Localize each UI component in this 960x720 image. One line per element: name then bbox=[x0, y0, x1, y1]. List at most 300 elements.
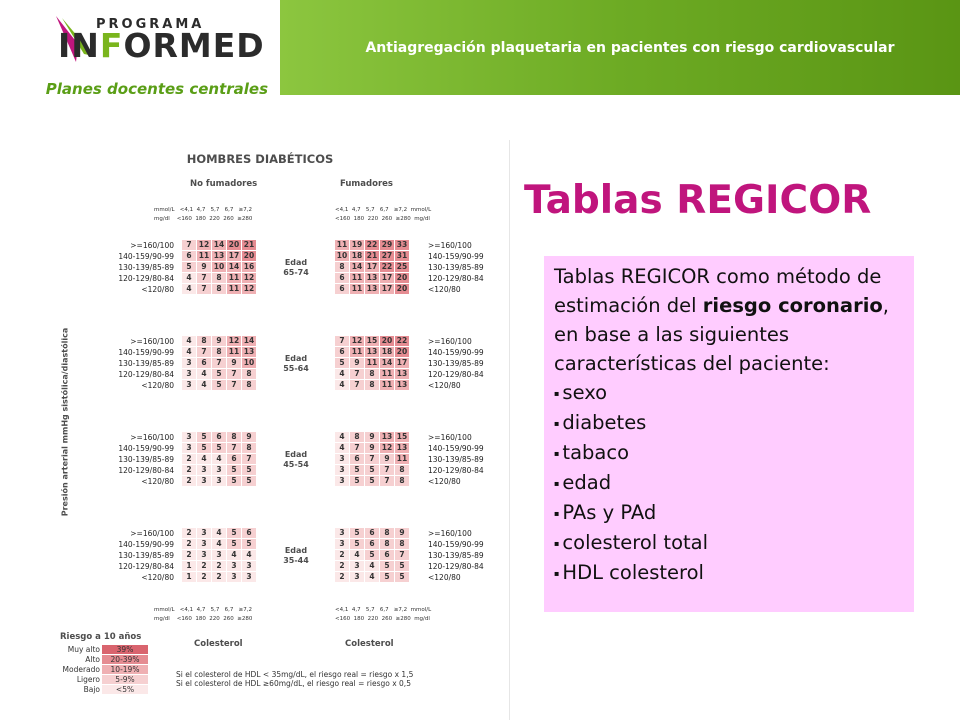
risk-cell: 13 bbox=[396, 369, 408, 378]
risk-cell: 5 bbox=[395, 572, 409, 582]
risk-cell: 8 bbox=[242, 443, 256, 453]
risk-cell: 7 bbox=[350, 380, 364, 390]
bp-row-label: >=160/100 bbox=[130, 529, 174, 538]
age-group-label: Edad 35-44 bbox=[283, 546, 309, 565]
risk-cell: 6 bbox=[365, 528, 379, 538]
legend-item: Ligero 5-9% bbox=[60, 674, 148, 684]
risk-cell: 2 bbox=[182, 528, 196, 538]
risk-cell: 5 bbox=[242, 465, 256, 475]
risk-cell: 5 bbox=[182, 262, 196, 272]
risk-cell: 7 bbox=[182, 240, 196, 250]
risk-cell: 3 bbox=[212, 476, 226, 486]
bp-row-label: 120-129/80-84 bbox=[118, 274, 174, 283]
bp-row-labels-right bbox=[428, 240, 492, 295]
risk-cell: 5 bbox=[350, 528, 364, 538]
risk-cell: 13 bbox=[243, 347, 255, 356]
risk-cell: 5 bbox=[395, 561, 409, 571]
risk-cell: 4 bbox=[212, 539, 226, 549]
risk-cell: 7 bbox=[197, 284, 211, 294]
risk-cell: 20 bbox=[396, 273, 408, 282]
risk-cell: 5 bbox=[350, 476, 364, 486]
risk-cell: 21 bbox=[366, 251, 378, 260]
bp-row-label: <120/80 bbox=[141, 573, 174, 582]
risk-cell: 10 bbox=[336, 251, 348, 260]
risk-grid-non-smokers bbox=[182, 432, 256, 486]
risk-cell: 6 bbox=[197, 358, 211, 368]
cholesterol-label-right: Colesterol bbox=[345, 639, 394, 649]
risk-cell: 5 bbox=[212, 369, 226, 379]
bullet-item: ▪ tabaco bbox=[554, 438, 904, 468]
risk-cell: 10 bbox=[213, 262, 225, 271]
risk-cell: 11 bbox=[351, 284, 363, 293]
risk-cell: 7 bbox=[335, 336, 349, 346]
risk-cell: 2 bbox=[182, 550, 196, 560]
risk-cell: 22 bbox=[366, 240, 378, 249]
risk-cell: 7 bbox=[197, 273, 211, 283]
risk-cell: 25 bbox=[396, 262, 408, 271]
risk-cell: 3 bbox=[197, 550, 211, 560]
risk-cell: 7 bbox=[365, 454, 379, 464]
bp-row-label: 140-159/90-99 bbox=[428, 348, 484, 357]
risk-cell: 7 bbox=[395, 550, 409, 560]
risk-cell: 3 bbox=[212, 465, 226, 475]
risk-cell: 4 bbox=[182, 284, 196, 294]
risk-cell: 14 bbox=[228, 262, 240, 271]
bp-row-label: 130-139/85-89 bbox=[118, 263, 174, 272]
risk-cell: 3 bbox=[227, 572, 241, 582]
bp-row-label: <120/80 bbox=[428, 573, 461, 582]
legend-title: Riesgo a 10 años bbox=[60, 632, 142, 642]
bp-row-label: 120-129/80-84 bbox=[118, 466, 174, 475]
risk-cell: 7 bbox=[197, 347, 211, 357]
risk-cell: 3 bbox=[335, 476, 349, 486]
risk-cell: 3 bbox=[197, 539, 211, 549]
bp-row-label: >=160/100 bbox=[428, 529, 472, 538]
risk-cell: 13 bbox=[396, 380, 408, 389]
risk-cell: 13 bbox=[396, 443, 408, 452]
risk-cell: 13 bbox=[213, 251, 225, 260]
risk-cell: 17 bbox=[396, 358, 408, 367]
risk-cell: 12 bbox=[228, 336, 240, 345]
bullet-item: ▪ sexo bbox=[554, 378, 904, 408]
bp-row-label: 140-159/90-99 bbox=[428, 540, 484, 549]
risk-cell: 5 bbox=[380, 561, 394, 571]
risk-cell: 8 bbox=[380, 539, 394, 549]
bp-row-label: >=160/100 bbox=[130, 337, 174, 346]
column-head-non-smokers: No fumadores bbox=[190, 179, 258, 189]
risk-cell: 17 bbox=[381, 284, 393, 293]
risk-cell: 6 bbox=[242, 528, 256, 538]
risk-grid-non-smokers bbox=[182, 240, 256, 294]
risk-cell: 7 bbox=[227, 443, 241, 453]
risk-cell: 5 bbox=[197, 443, 211, 453]
risk-cell: 5 bbox=[227, 528, 241, 538]
risk-cell: 22 bbox=[381, 262, 393, 271]
risk-cell: 3 bbox=[197, 528, 211, 538]
bp-row-label: <120/80 bbox=[428, 381, 461, 390]
bp-row-label: 130-139/85-89 bbox=[118, 455, 174, 464]
risk-cell: 5 bbox=[350, 465, 364, 475]
risk-cell: 9 bbox=[242, 432, 256, 442]
risk-cell: 18 bbox=[381, 347, 393, 356]
bp-row-labels-left bbox=[118, 240, 174, 295]
risk-cell: 31 bbox=[396, 251, 408, 260]
risk-cell: 17 bbox=[366, 262, 378, 271]
bp-row-labels-right bbox=[428, 336, 492, 391]
risk-cell: 8 bbox=[350, 432, 364, 442]
bp-row-label: >=160/100 bbox=[428, 433, 472, 442]
regicor-table-figure bbox=[58, 142, 510, 712]
risk-cell: 12 bbox=[198, 240, 210, 249]
bp-row-labels-right bbox=[428, 432, 492, 487]
risk-cell: 6 bbox=[227, 454, 241, 464]
risk-grid-smokers bbox=[335, 432, 409, 486]
risk-cell: 9 bbox=[227, 358, 241, 368]
risk-cell: 11 bbox=[366, 358, 378, 367]
risk-cell: 8 bbox=[395, 539, 409, 549]
risk-cell: 6 bbox=[335, 284, 349, 294]
risk-cell: 11 bbox=[228, 284, 240, 293]
risk-cell: 4 bbox=[335, 432, 349, 442]
risk-cell: 4 bbox=[365, 561, 379, 571]
risk-cell: 10 bbox=[243, 358, 255, 367]
risk-cell: 2 bbox=[335, 572, 349, 582]
risk-cell: 33 bbox=[396, 240, 408, 249]
risk-cell: 1 bbox=[182, 561, 196, 571]
risk-cell: 6 bbox=[365, 539, 379, 549]
risk-cell: 11 bbox=[381, 369, 393, 378]
bp-row-label: >=160/100 bbox=[130, 433, 174, 442]
risk-cell: 20 bbox=[396, 284, 408, 293]
risk-cell: 15 bbox=[366, 336, 378, 345]
risk-cell: 5 bbox=[212, 380, 226, 390]
risk-cell: 8 bbox=[335, 262, 349, 272]
risk-grid-smokers bbox=[335, 528, 409, 582]
bp-row-label: 120-129/80-84 bbox=[428, 466, 484, 475]
risk-cell: 8 bbox=[212, 284, 226, 294]
risk-cell: 12 bbox=[243, 273, 255, 282]
bp-row-labels-left bbox=[118, 336, 174, 391]
age-group-label: Edad 55-64 bbox=[283, 354, 309, 373]
risk-cell: 2 bbox=[335, 550, 349, 560]
risk-cell: 3 bbox=[335, 539, 349, 549]
figure-title: HOMBRES DIABÉTICOS bbox=[186, 152, 334, 166]
intro-text: Tablas REGICOR como método de estimación del riesgo coronario, en base a las siguientes características del paciente: bbox=[554, 265, 889, 375]
risk-cell: 3 bbox=[182, 443, 196, 453]
risk-cell: 3 bbox=[335, 528, 349, 538]
risk-cell: 5 bbox=[212, 443, 226, 453]
risk-cell: 8 bbox=[365, 369, 379, 379]
bullet-item: ▪ edad bbox=[554, 468, 904, 498]
bp-row-label: <120/80 bbox=[428, 477, 461, 486]
risk-cell: 3 bbox=[182, 358, 196, 368]
risk-cell: 7 bbox=[350, 443, 364, 453]
bp-row-label: 130-139/85-89 bbox=[428, 455, 484, 464]
risk-cell: 3 bbox=[182, 369, 196, 379]
risk-cell: 4 bbox=[212, 528, 226, 538]
risk-cell: 4 bbox=[197, 369, 211, 379]
age-group-label: Edad 45-54 bbox=[283, 450, 309, 469]
risk-cell: 20 bbox=[381, 336, 393, 345]
risk-cell: 4 bbox=[197, 454, 211, 464]
risk-cell: 12 bbox=[243, 284, 255, 293]
logo-program-text: PROGRAMA bbox=[96, 17, 205, 32]
logo-area bbox=[0, 0, 280, 105]
bp-row-label: 140-159/90-99 bbox=[118, 348, 174, 357]
units-mgdl-bottom-left: mg/dl <160 180 220 260 ≥280 bbox=[154, 616, 253, 622]
bp-row-label: 120-129/80-84 bbox=[118, 370, 174, 379]
risk-cell: 8 bbox=[197, 336, 211, 346]
risk-cell: 3 bbox=[350, 572, 364, 582]
bp-row-label: 140-159/90-99 bbox=[428, 444, 484, 453]
bp-row-label: 140-159/90-99 bbox=[118, 540, 174, 549]
risk-cell: 2 bbox=[197, 572, 211, 582]
risk-cell: 5 bbox=[365, 465, 379, 475]
risk-cell: 15 bbox=[396, 432, 408, 441]
risk-cell: 5 bbox=[242, 476, 256, 486]
bp-row-label: >=160/100 bbox=[428, 241, 472, 250]
risk-grid-non-smokers bbox=[182, 336, 256, 390]
risk-grid-smokers bbox=[335, 240, 409, 294]
column-head-smokers: Fumadores bbox=[340, 179, 393, 189]
risk-cell: 8 bbox=[227, 432, 241, 442]
risk-cell: 9 bbox=[395, 528, 409, 538]
logo-informed-text: INFORMED bbox=[58, 26, 265, 65]
header-band bbox=[280, 0, 960, 95]
risk-cell: 5 bbox=[335, 358, 349, 368]
risk-cell: 9 bbox=[365, 432, 379, 442]
risk-cell: 8 bbox=[395, 465, 409, 475]
risk-cell: 17 bbox=[381, 273, 393, 282]
risk-cell: 3 bbox=[227, 561, 241, 571]
bullet-item: ▪ HDL colesterol bbox=[554, 558, 904, 588]
risk-cell: 7 bbox=[212, 358, 226, 368]
risk-cell: 2 bbox=[182, 539, 196, 549]
info-box bbox=[544, 256, 914, 612]
risk-cell: 4 bbox=[335, 443, 349, 453]
risk-cell: 7 bbox=[380, 465, 394, 475]
y-axis-label: Presión arterial mmHg sistólica/diastólica bbox=[60, 327, 70, 517]
risk-cell: 4 bbox=[182, 273, 196, 283]
units-mgdl-right: <160 180 220 260 ≥280 mg/dl bbox=[335, 216, 430, 222]
bp-row-label: >=160/100 bbox=[428, 337, 472, 346]
bp-row-labels-left bbox=[118, 432, 174, 487]
risk-cell: 8 bbox=[242, 380, 256, 390]
risk-grid-smokers bbox=[335, 336, 409, 390]
risk-cell: 4 bbox=[227, 550, 241, 560]
risk-cell: 29 bbox=[381, 240, 393, 249]
risk-cell: 8 bbox=[365, 380, 379, 390]
risk-cell: 7 bbox=[227, 380, 241, 390]
risk-cell: 20 bbox=[396, 347, 408, 356]
risk-cell: 9 bbox=[197, 262, 211, 272]
risk-cell: 12 bbox=[351, 336, 363, 345]
risk-cell: 8 bbox=[212, 273, 226, 283]
risk-cell: 6 bbox=[335, 347, 349, 357]
age-group-label: Edad 65-74 bbox=[283, 258, 309, 277]
risk-cell: 13 bbox=[366, 273, 378, 282]
risk-cell: 7 bbox=[227, 369, 241, 379]
risk-cell: 5 bbox=[365, 550, 379, 560]
risk-cell: 5 bbox=[227, 465, 241, 475]
risk-cell: 20 bbox=[228, 240, 240, 249]
bullet-item: ▪ diabetes bbox=[554, 408, 904, 438]
risk-cell: 4 bbox=[335, 369, 349, 379]
risk-cell: 11 bbox=[351, 347, 363, 356]
risk-grid-non-smokers bbox=[182, 528, 256, 582]
risk-cell: 27 bbox=[381, 251, 393, 260]
risk-cell: 11 bbox=[228, 347, 240, 356]
risk-cell: 18 bbox=[351, 251, 363, 260]
risk-cell: 9 bbox=[350, 358, 364, 368]
bp-row-label: 120-129/80-84 bbox=[428, 370, 484, 379]
risk-cell: 5 bbox=[242, 539, 256, 549]
cholesterol-label-left: Colesterol bbox=[194, 639, 243, 649]
risk-cell: 6 bbox=[212, 432, 226, 442]
risk-cell: 14 bbox=[243, 336, 255, 345]
legend-item: Alto 20-39% bbox=[60, 654, 148, 664]
risk-cell: 3 bbox=[182, 380, 196, 390]
bp-row-label: 130-139/85-89 bbox=[428, 551, 484, 560]
bp-row-label: <120/80 bbox=[141, 381, 174, 390]
bp-row-label: <120/80 bbox=[141, 477, 174, 486]
risk-cell: 16 bbox=[243, 262, 255, 271]
bp-row-label: 120-129/80-84 bbox=[428, 562, 484, 571]
risk-cell: 4 bbox=[365, 572, 379, 582]
risk-cell: 8 bbox=[395, 476, 409, 486]
risk-cell: 5 bbox=[365, 476, 379, 486]
units-mmol-bottom-right: <4,1 4,7 5,7 6,7 ≥7,2 mmol/L bbox=[335, 607, 432, 613]
legend-item: Moderado 10-19% bbox=[60, 664, 148, 674]
risk-cell: 22 bbox=[396, 336, 408, 345]
slide-title: Tablas REGICOR bbox=[524, 178, 872, 223]
risk-cell: 11 bbox=[381, 380, 393, 389]
risk-cell: 4 bbox=[197, 380, 211, 390]
risk-cell: 2 bbox=[212, 572, 226, 582]
risk-cell: 2 bbox=[182, 454, 196, 464]
bp-row-label: <120/80 bbox=[141, 285, 174, 294]
risk-cell: 4 bbox=[335, 380, 349, 390]
header-title: Antiagregación plaquetaria en pacientes con riesgo cardiovascular bbox=[365, 40, 895, 56]
risk-cell: 9 bbox=[365, 443, 379, 453]
risk-cell: 9 bbox=[380, 454, 394, 464]
bp-row-label: 140-159/90-99 bbox=[118, 252, 174, 261]
risk-cell: 6 bbox=[350, 454, 364, 464]
units-mmol-left: mmol/L <4,1 4,7 5,7 6,7 ≥7,2 bbox=[154, 207, 252, 213]
risk-cell: 2 bbox=[182, 476, 196, 486]
risk-cell: 4 bbox=[212, 454, 226, 464]
risk-cell: 2 bbox=[335, 561, 349, 571]
risk-cell: 3 bbox=[212, 550, 226, 560]
bp-row-label: 130-139/85-89 bbox=[428, 359, 484, 368]
risk-cell: 13 bbox=[366, 284, 378, 293]
risk-cell: 20 bbox=[243, 251, 255, 260]
risk-cell: 8 bbox=[212, 347, 226, 357]
risk-cell: 3 bbox=[335, 465, 349, 475]
risk-cell: 1 bbox=[182, 572, 196, 582]
bp-row-label: 130-139/85-89 bbox=[118, 359, 174, 368]
risk-cell: 2 bbox=[197, 561, 211, 571]
legend-item: Bajo <5% bbox=[60, 684, 148, 694]
risk-cell: 3 bbox=[197, 465, 211, 475]
risk-cell: 4 bbox=[350, 550, 364, 560]
risk-cell: 11 bbox=[198, 251, 210, 260]
risk-cell: 14 bbox=[213, 240, 225, 249]
tagline: Planes docentes centrales bbox=[45, 80, 268, 98]
bp-row-labels-left bbox=[118, 528, 174, 583]
risk-cell: 11 bbox=[351, 273, 363, 282]
risk-cell: 2 bbox=[182, 465, 196, 475]
risk-cell: 17 bbox=[228, 251, 240, 260]
risk-cell: 11 bbox=[396, 454, 408, 463]
risk-cell: 13 bbox=[366, 347, 378, 356]
risk-cell: 7 bbox=[242, 454, 256, 464]
risk-cell: 3 bbox=[335, 454, 349, 464]
legend bbox=[60, 644, 148, 694]
risk-cell: 5 bbox=[380, 572, 394, 582]
footnote: Si el colesterol de HDL < 35mg/dL, el riesgo real = riesgo x 1,5 Si el colesterol de HDL ≥60mg/dL, el riesgo real = riesgo x 0,5 bbox=[176, 670, 414, 688]
risk-cell: 3 bbox=[197, 476, 211, 486]
risk-cell: 7 bbox=[350, 369, 364, 379]
risk-cell: 4 bbox=[182, 336, 196, 346]
risk-cell: 6 bbox=[335, 273, 349, 283]
risk-cell: 5 bbox=[350, 539, 364, 549]
bullet-item: ▪ PAs y PAd bbox=[554, 498, 904, 528]
bp-row-label: 140-159/90-99 bbox=[428, 252, 484, 261]
risk-cell: 3 bbox=[242, 572, 256, 582]
risk-cell: 13 bbox=[381, 432, 393, 441]
risk-cell: 8 bbox=[380, 528, 394, 538]
risk-cell: 14 bbox=[351, 262, 363, 271]
risk-cell: 6 bbox=[380, 550, 394, 560]
bp-row-labels-right bbox=[428, 528, 492, 583]
risk-cell: 8 bbox=[242, 369, 256, 379]
risk-cell: 7 bbox=[380, 476, 394, 486]
legend-item: Muy alto 39% bbox=[60, 644, 148, 654]
risk-cell: 5 bbox=[197, 432, 211, 442]
risk-cell: 4 bbox=[182, 347, 196, 357]
risk-cell: 12 bbox=[381, 443, 393, 452]
units-mmol-bottom-left: mmol/L <4,1 4,7 5,7 6,7 ≥7,2 bbox=[154, 607, 252, 613]
risk-cell: 3 bbox=[350, 561, 364, 571]
risk-cell: 9 bbox=[212, 336, 226, 346]
risk-cell: 2 bbox=[212, 561, 226, 571]
bp-row-label: 120-129/80-84 bbox=[118, 562, 174, 571]
units-mgdl-bottom-right: <160 180 220 260 ≥280 mg/dl bbox=[335, 616, 430, 622]
bp-row-label: 130-139/85-89 bbox=[428, 263, 484, 272]
risk-cell: 4 bbox=[242, 550, 256, 560]
risk-cell: 19 bbox=[351, 240, 363, 249]
risk-cell: 11 bbox=[336, 240, 348, 249]
units-mgdl-left: mg/dl <160 180 220 260 ≥280 bbox=[154, 216, 253, 222]
risk-cell: 3 bbox=[242, 561, 256, 571]
risk-cell: 3 bbox=[182, 432, 196, 442]
units-mmol-right: <4,1 4,7 5,7 6,7 ≥7,2 mmol/L bbox=[335, 207, 432, 213]
bp-row-label: 140-159/90-99 bbox=[118, 444, 174, 453]
bp-row-label: <120/80 bbox=[428, 285, 461, 294]
bp-row-label: 130-139/85-89 bbox=[118, 551, 174, 560]
risk-cell: 5 bbox=[227, 476, 241, 486]
risk-cell: 21 bbox=[243, 240, 255, 249]
bp-row-label: >=160/100 bbox=[130, 241, 174, 250]
risk-cell: 6 bbox=[182, 251, 196, 261]
risk-cell: 5 bbox=[227, 539, 241, 549]
risk-cell: 14 bbox=[381, 358, 393, 367]
bp-row-label: 120-129/80-84 bbox=[428, 274, 484, 283]
bullet-list bbox=[554, 378, 904, 588]
bullet-item: ▪ colesterol total bbox=[554, 528, 904, 558]
risk-cell: 11 bbox=[228, 273, 240, 282]
